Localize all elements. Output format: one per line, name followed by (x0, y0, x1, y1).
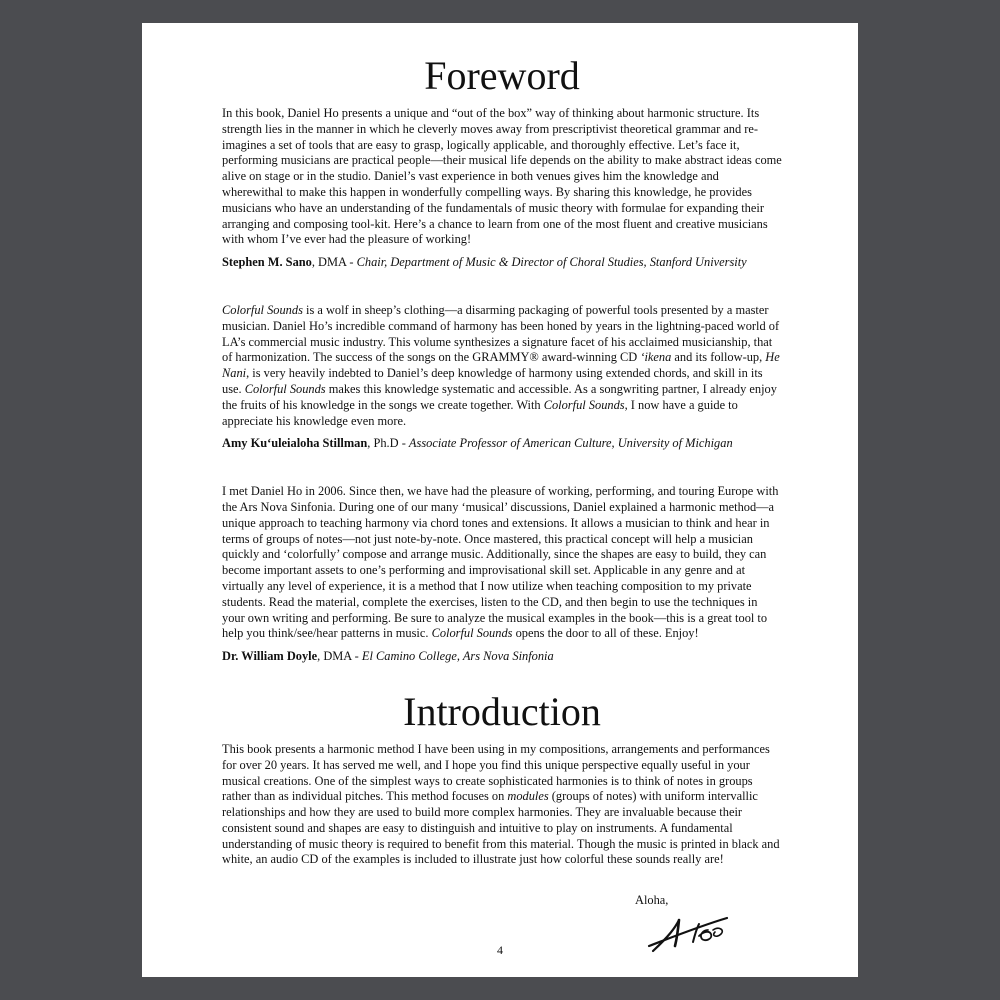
author-name: Stephen M. Sano (222, 255, 312, 270)
italic-text: Colorful Sounds (244, 381, 326, 396)
page-number: 4 (497, 943, 503, 957)
introduction-paragraph: This book presents a harmonic method I have been using in my compositions, arrangements and performances for over 20 years. It has served me well, and I hope you find this unique perspective equally useful in your musical creations. One of the simplest ways to create sophisticated harmonies is to think of notes in groups rather than as individual pitches. This method focuses on modules (groups of notes) with uniform intervallic relationships and how they are used to build more complex harmonies. They are invaluable because their consistent sound and shapes are easy to distinguish and intuitive to play on instruments. A fundamental understanding of music theory is required to benefit from this material. Though the music is printed in black and white, an audio CD of the examples is included to illustrate just how colorful these sounds really are! (222, 741, 780, 867)
author-degree: , Ph.D - (367, 436, 409, 451)
foreword-title: Foreword (424, 53, 580, 98)
foreword-paragraph-1: In this book, Daniel Ho presents a unique and “out of the box” way of thinking about harmonic structure. Its strength lies in the manner in which he cleverly moves away from prescriptivist theoretical grammar and re-imagines a set of tools that are easy to grasp, logically applicable, and thoroughly effective. Let’s face it, performing musicians are practical people—their musical life depends on the ability to make abstract ideas come alive on stage or in the studio. Daniel’s vast experience in both venues gives him the knowledge and wherewithal to make this happen in wonderfully compelling ways. By sharing this knowledge, he provides musicians who have an understanding of the fundamentals of music theory with formulae for expanding their arranging and composing tool-kit. Here’s a chance to learn from one of the most fluent and creative musicians with whom I’ve ever had the pleasure of working! (222, 106, 782, 247)
author-degree: , DMA - (311, 255, 357, 270)
italic-text: Colorful Sounds (222, 302, 303, 317)
foreword-signature-1 (222, 255, 782, 271)
italic-text: Colorful Sounds (543, 397, 625, 412)
closing-salutation: Aloha, (635, 893, 669, 907)
italic-text: ‘ikena (640, 350, 672, 365)
foreword-paragraph-3: I met Daniel Ho in 2006. Since then, we have had the pleasure of working, performing, and touring Europe with the Ars Nova Sinfonia. During one of our many ‘musical’ discussions, Daniel explained a harmonic method—a unique approach to teaching harmony via chord tones and extensions. It allows a musician to think and hear in terms of groups of notes—not just note-by-note. Once mastered, this practical concept will help a musician quickly and ‘colorfully’ compose and arrange music. Additionally, since the shapes are easy to build, they can become important assets to one’s performing and improvisational skill set. Applicable in any genre and at virtually any level of experience, it is a method that I now utilize when teaching composition to my private students. Read the material, complete the exercises, listen to the CD, and then begin to use the techniques in your own writing and performing. Be sure to analyze the musical examples in the book—this is a great tool to help you think/see/hear patterns in music. Colorful Sounds opens the door to all of these. Enjoy! (222, 484, 779, 641)
foreword-signature-3 (222, 649, 782, 665)
author-name: Amy Ku‘uleialoha Stillman (222, 436, 368, 451)
italic-text: He Nani (222, 350, 780, 381)
author-affiliation: Chair, Department of Music & Director of Choral Studies, Stanford University (356, 255, 747, 270)
author-affiliation: Associate Professor of American Culture, University of Michigan (408, 436, 733, 451)
author-name: Dr. William Doyle (222, 649, 318, 664)
author-degree: , DMA - (317, 649, 362, 664)
book-page (142, 23, 858, 977)
foreword-signature-2 (222, 436, 782, 452)
italic-text: Colorful Sounds (431, 626, 513, 641)
page-content (222, 53, 782, 868)
introduction-title: Introduction (403, 688, 601, 734)
italic-text: modules (507, 789, 549, 804)
foreword-paragraph-2: Colorful Sounds is a wolf in sheep’s clothing—a disarming packaging of powerful tools presented by a master musician. Daniel Ho’s incredible command of harmony has been honed by years in the lightning-paced world of LA’s commercial music industry. This volume synthesizes a signature facet of his acclaimed musicianship, that of harmonization. The success of the songs on the GRAMMY® award-winning CD ‘ikena and its follow-up, He Nani, is very heavily indebted to Daniel’s deep knowledge of harmony using extended chords, and skill in its use. Colorful Sounds makes this knowledge systematic and accessible. As a songwriting partner, I already enjoy the fruits of his knowledge in the songs we create together. With Colorful Sounds, I now have a guide to appreciate his knowledge even more. (222, 302, 780, 428)
author-affiliation: El Camino College, Ars Nova Sinfonia (361, 649, 554, 664)
